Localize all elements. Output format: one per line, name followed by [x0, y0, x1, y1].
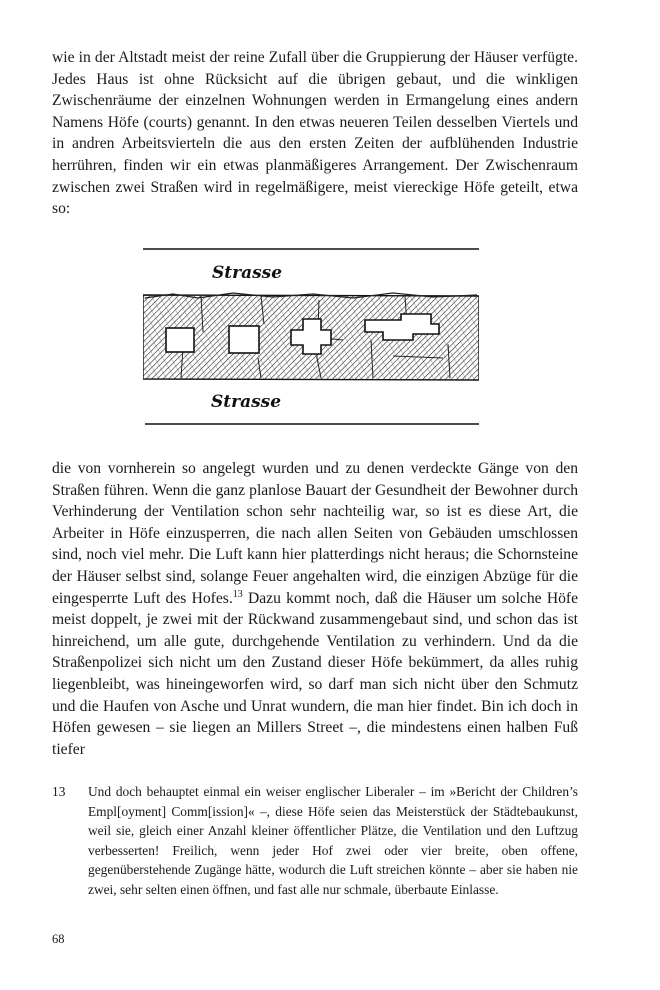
- court-2: [229, 326, 259, 353]
- footnote-number: 13: [52, 784, 66, 799]
- body-paragraph-2-part-2: Dazu kommt noch, daß die Häuser um solche Höfe meist doppelt, je zwei mit der Rückwand zusammengebaut sind, und schon das ist hinreichend, um alle gute, durchgehende Ventilation zu verhindern. Und da die Straßenpolizei sich nicht um den Zustand dieser Höfe bekümmert, da alles ruhig liegenbleibt, was hineingeworfen wird, so darf man sich nicht über den Schmutz und die Haufen von Asche und Unrat wundern, die man hier findet. Bin ich doch in Höfen gewesen – sie liegen an Millers Street –, die mindestens einen halben Fuß tiefer: [52, 589, 578, 758]
- body-paragraph-2-part-1: die von vornherein so angelegt wurden und zu denen verdeckte Gänge von den Straßen führen. Wenn die ganz planlose Bauart der Gesundheit der Bewohner durch Verhinderung der Ventilation schon sehr nachteilig war, so ist es diese Art, die Arbeiter in Höfe einzusperren, die nach allen Seiten von Gebäuden umschlossen sind, noch viel mehr. Die Luft kann hier platterdings nicht heraus; die Schornsteine der Häuser selbst sind, solange Feuer angehalten wird, die einzigen Abzüge für die eingesperrte Luft des Hofes.: [52, 460, 578, 607]
- street-label-bottom: Strasse: [211, 392, 282, 412]
- page-number: 68: [52, 932, 65, 946]
- footnote: [52, 782, 578, 899]
- courts-diagram-drawing: [143, 240, 479, 430]
- body-paragraph-1: wie in der Altstadt meist der reine Zufall über die Gruppierung der Häuser verfügte. Jedes Haus ist ohne Rücksicht auf die übrigen gebaut, und die winkligen Zwischenräume der einzelnen Wohnungen werden in Ermangelung eines andern Namens Höfe (courts) genannt. In den etwas neueren Teilen desselben Viertels und in andren Arbeitsvierteln die aus den ersten Zeiten der aufblühenden Industrie herrühren, finden wir ein etwas planmäßigeres Arrangement. Der Zwischenraum zwischen zwei Straßen wird in regelmäßigere, meist viereckige Höfe geteilt, etwa so:: [52, 49, 578, 218]
- court-1: [166, 328, 194, 352]
- footnote-text: Und doch behauptet einmal ein weiser englischer Liberaler – im »Bericht der Children’s Empl[oyment] Comm[ission]« –, diese Höfe seien das Meisterstück der Städtebaukunst, weil sie, gleich einer Anzahl kleiner öffentlicher Plätze, die Ventilation und den Luftzug verbesserten! Freilich, wenn jeder Hof zwei oder vier breite, oben offene, gegenüberstehende Zugänge hätte, wodurch die Luft streichen könnte – aber sie haben nie zwei, sehr selten einen öffnen, und fast alle nur schmale, überbaute Einlasse.: [88, 784, 578, 897]
- footnote-reference[interactable]: 13: [232, 588, 243, 600]
- body-paragraph-2: [52, 458, 578, 760]
- street-label-top: Strasse: [212, 263, 283, 283]
- courts-diagram: [143, 240, 479, 430]
